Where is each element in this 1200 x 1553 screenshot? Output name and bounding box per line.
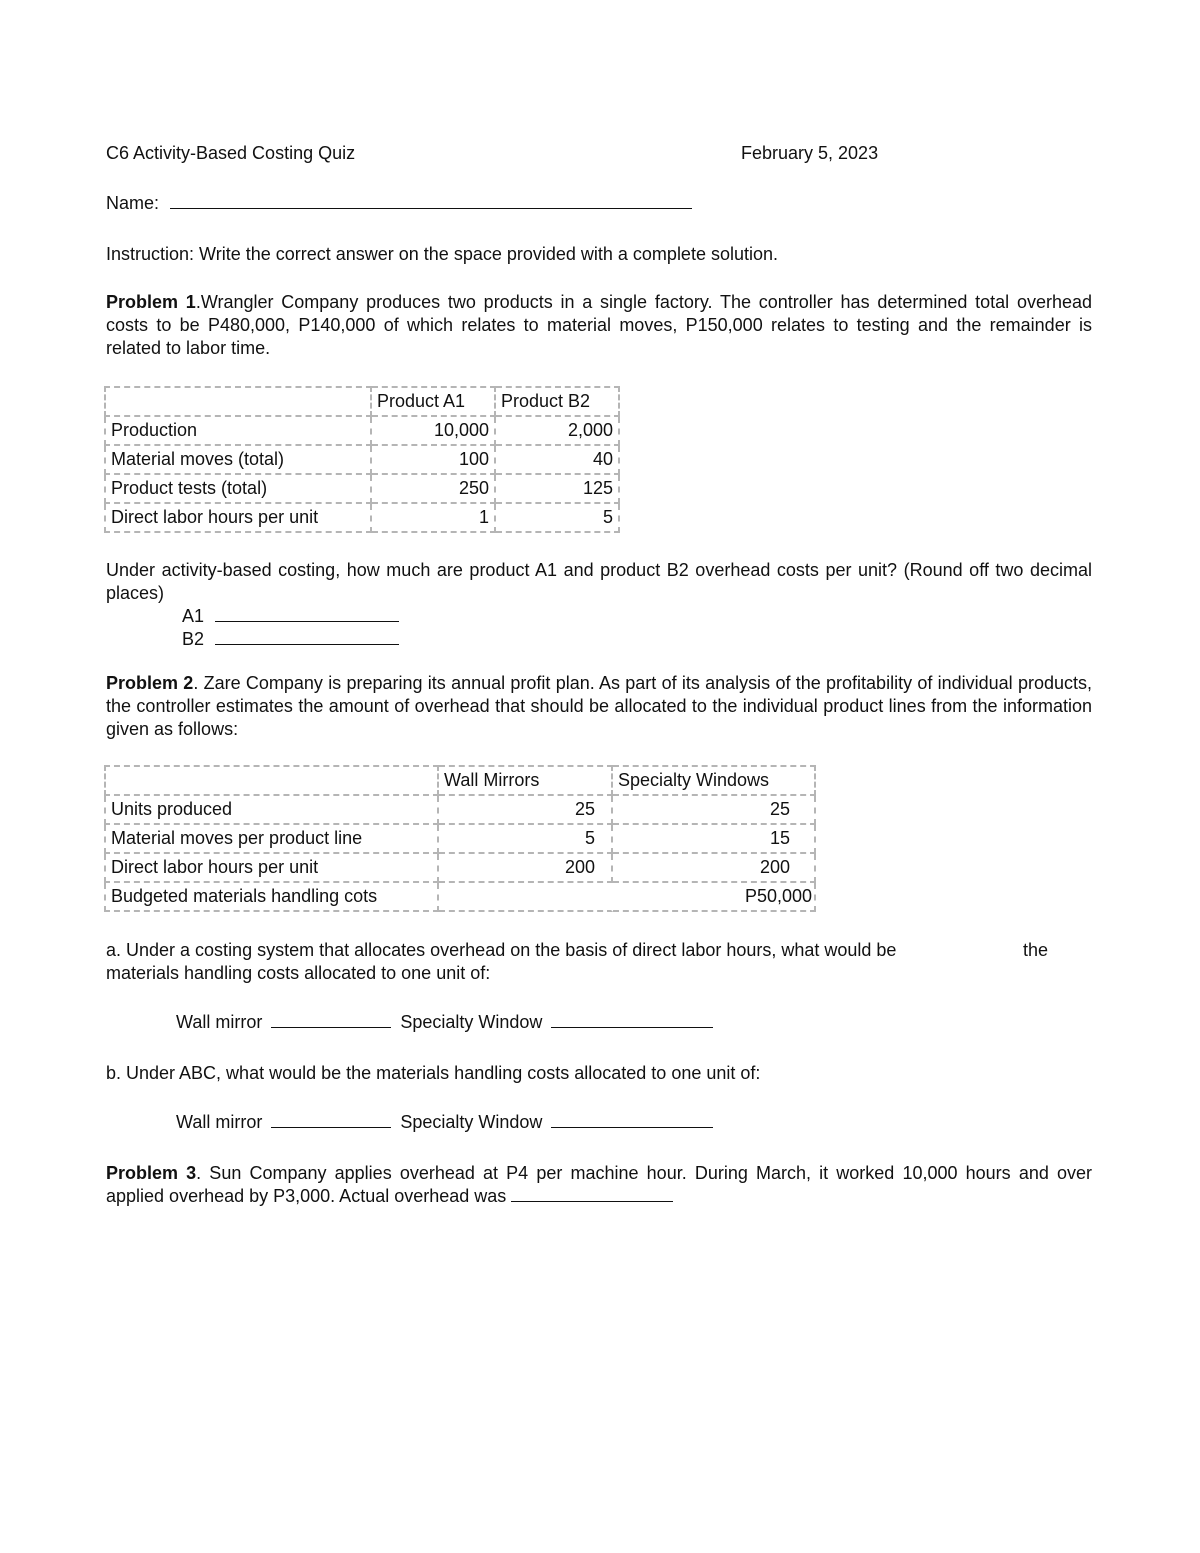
specialty-window-blank-b[interactable] — [551, 1111, 713, 1128]
table-cell — [104, 765, 439, 796]
table-cell: 100 — [372, 446, 496, 475]
specialty-window-label: Specialty Window — [400, 1112, 543, 1132]
table-row — [104, 475, 620, 504]
table-row — [104, 386, 620, 417]
table-row — [104, 417, 620, 446]
part-a-line2: materials handling costs allocated to one unit of: — [106, 963, 491, 983]
problem1-text: .Wrangler Company produces two products in a single factory. The controller has determined total overhead costs to be P480,000, P140,000 of which relates to material moves, P150,000 relates to testing and the remainder is related to labor time. — [106, 292, 1093, 358]
table-cell: 25 — [613, 796, 816, 825]
problem1-question: Under activity-based costing, how much are product A1 and product B2 overhead costs per unit? (Round off two decimal places) — [106, 560, 1092, 603]
problem2-paragraph — [106, 672, 1092, 741]
table-cell: 2,000 — [496, 417, 620, 446]
table-cell: 200 — [439, 854, 613, 883]
specialty-window-blank-a[interactable] — [551, 1011, 713, 1028]
table-cell: Direct labor hours per unit — [104, 854, 439, 883]
problem1-label: Problem 1 — [106, 292, 196, 312]
table-cell: Units produced — [104, 796, 439, 825]
table-row — [104, 883, 816, 912]
table-row — [104, 765, 816, 796]
answer-a1-row — [182, 605, 399, 628]
table-cell: 10,000 — [372, 417, 496, 446]
table-header: Wall Mirrors — [439, 765, 613, 796]
problem3-label: Problem 3 — [106, 1163, 197, 1183]
name-blank[interactable] — [170, 192, 692, 209]
table-cell: 5 — [496, 504, 620, 533]
table-cell — [104, 386, 372, 417]
table-cell: 25 — [439, 796, 613, 825]
table-cell: Budgeted materials handling cots — [104, 883, 439, 912]
table-header: Product A1 — [372, 386, 496, 417]
part-a-line1: a. Under a costing system that allocates overhead on the basis of direct labor hours, what would be — [106, 940, 897, 960]
wall-mirror-label: Wall mirror — [176, 1112, 263, 1132]
instruction: Instruction: Write the correct answer on the space provided with a complete solution. — [106, 244, 779, 264]
wall-mirror-blank-a[interactable] — [271, 1011, 391, 1028]
quiz-date: February 5, 2023 — [741, 143, 879, 163]
table-cell: 40 — [496, 446, 620, 475]
table-cell: Production — [104, 417, 372, 446]
table-row — [104, 796, 816, 825]
problem3-text: . Sun Company applies overhead at P4 per machine hour. During March, it worked 10,000 hours and over applied overhead by P3,000. Actual overhead was — [106, 1163, 1093, 1206]
table-cell: 5 — [439, 825, 613, 854]
answer-b2-label: B2 — [182, 629, 205, 649]
table-header: Product B2 — [496, 386, 620, 417]
wall-mirror-label: Wall mirror — [176, 1012, 263, 1032]
problem2-label: Problem 2 — [106, 673, 194, 693]
table-header: Specialty Windows — [613, 765, 816, 796]
part-b-answers — [176, 1111, 713, 1134]
answer-a1-label: A1 — [182, 606, 205, 626]
table-cell: 200 — [613, 854, 816, 883]
problem3-paragraph — [106, 1162, 1092, 1208]
name-row — [106, 192, 692, 215]
answer-b2-row — [182, 628, 399, 651]
table-cell — [439, 883, 613, 912]
table-cell: Product tests (total) — [104, 475, 372, 504]
table-cell: 15 — [613, 825, 816, 854]
table-row — [104, 854, 816, 883]
quiz-title: C6 Activity-Based Costing Quiz — [106, 143, 356, 163]
problem2-table — [104, 765, 816, 912]
table-cell: Material moves per product line — [104, 825, 439, 854]
name-label: Name: — [106, 193, 160, 213]
table-cell: 1 — [372, 504, 496, 533]
table-cell: Direct labor hours per unit — [104, 504, 372, 533]
part-b: b. Under ABC, what would be the materials handling costs allocated to one unit of: — [106, 1063, 761, 1083]
problem1-table — [104, 386, 620, 533]
wall-mirror-blank-b[interactable] — [271, 1111, 391, 1128]
table-cell: Material moves (total) — [104, 446, 372, 475]
answer-b2-blank[interactable] — [215, 628, 399, 645]
problem2-text: . Zare Company is preparing its annual profit plan. As part of its analysis of the profitability of individual products, the controller estimates the amount of overhead that should be allocated to the individual product lines from the information given as follows: — [106, 673, 1092, 739]
problem1-paragraph — [106, 291, 1092, 360]
table-row — [104, 504, 620, 533]
table-row — [104, 446, 620, 475]
answer-a1-blank[interactable] — [215, 605, 399, 622]
table-cell: 250 — [372, 475, 496, 504]
actual-overhead-blank[interactable] — [511, 1185, 673, 1202]
specialty-window-label: Specialty Window — [400, 1012, 543, 1032]
table-row — [104, 825, 816, 854]
table-cell: P50,000 — [613, 883, 816, 912]
part-a-answers — [176, 1011, 713, 1034]
part-a-the: the — [1023, 940, 1049, 960]
table-cell: 125 — [496, 475, 620, 504]
